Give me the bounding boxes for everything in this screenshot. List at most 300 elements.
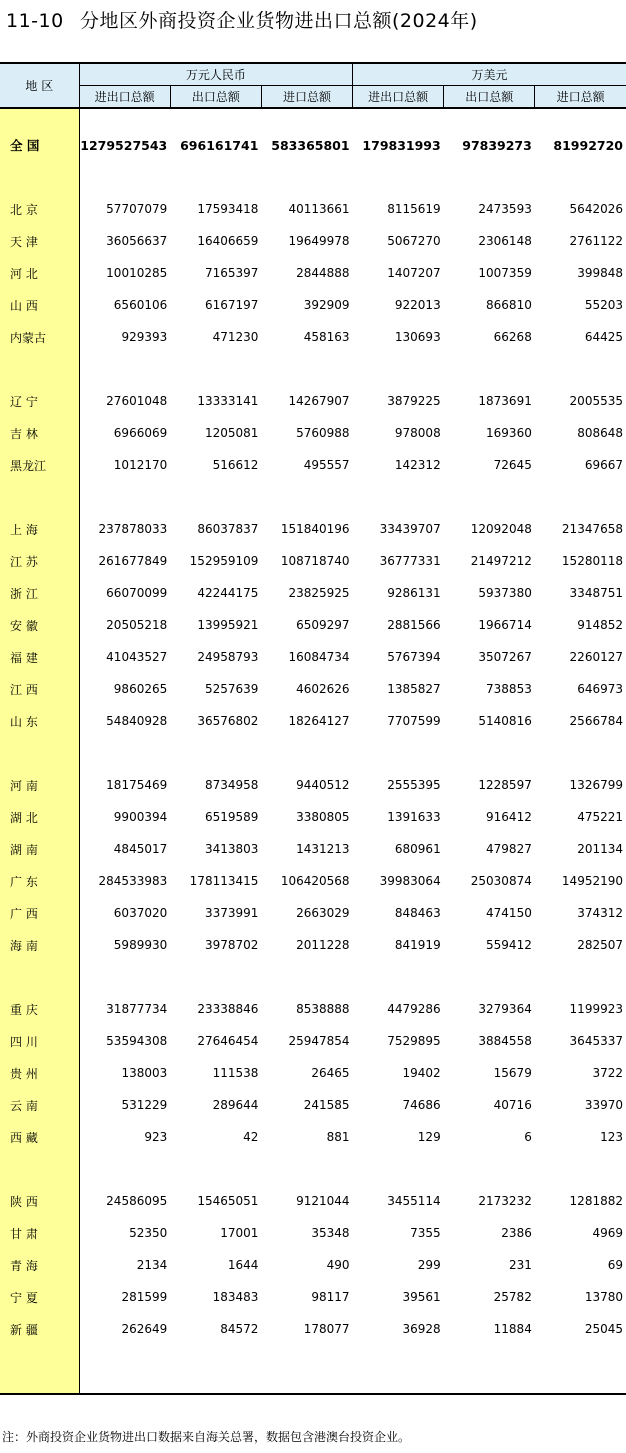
region-name: 黑龙江 — [0, 449, 79, 481]
value-cell: 40716 — [493, 1098, 532, 1112]
value-cell: 13333141 — [197, 394, 259, 408]
table-row — [0, 1057, 626, 1089]
value-cell: 40113661 — [288, 202, 350, 216]
value-cell — [535, 961, 626, 993]
value-cell: 151840196 — [280, 522, 350, 536]
value-cell: 6560106 — [113, 298, 168, 312]
value-cell — [170, 1153, 261, 1185]
value-cell: 392909 — [303, 298, 350, 312]
value-cell: 1012170 — [113, 458, 168, 472]
value-cell — [535, 481, 626, 513]
value-cell: 6 — [524, 1130, 532, 1144]
value-cell: 25030874 — [470, 874, 532, 888]
region-name: 上 海 — [0, 513, 79, 545]
spacer-row — [0, 108, 626, 121]
value-cell: 3413803 — [204, 842, 259, 856]
value-cell: 2306148 — [478, 234, 532, 248]
value-cell: 1644 — [227, 1258, 259, 1272]
col-header: 进出口总额 — [353, 86, 444, 109]
col-header: 进口总额 — [535, 86, 626, 109]
value-cell: 583365801 — [271, 137, 350, 153]
region-name: 贵 州 — [0, 1057, 79, 1089]
value-cell: 11884 — [493, 1322, 532, 1336]
value-cell — [79, 737, 170, 769]
value-cell — [535, 737, 626, 769]
region-name: 新 疆 — [0, 1313, 79, 1345]
value-cell — [170, 353, 261, 385]
value-cell: 179831993 — [362, 137, 441, 153]
value-cell: 262649 — [121, 1322, 168, 1336]
usd-group-header: 万美元 — [353, 63, 626, 86]
value-cell: 21497212 — [470, 554, 532, 568]
value-cell: 19649978 — [288, 234, 350, 248]
value-cell — [170, 121, 261, 129]
value-cell: 16084734 — [288, 650, 350, 664]
value-cell: 20505218 — [106, 618, 168, 632]
value-cell: 914852 — [577, 618, 623, 632]
value-cell: 69667 — [584, 458, 623, 472]
value-cell: 808648 — [577, 426, 623, 440]
value-cell — [444, 961, 535, 993]
table-row — [0, 385, 626, 417]
value-cell: 130693 — [394, 330, 441, 344]
value-cell: 6037020 — [113, 906, 168, 920]
value-cell: 299 — [417, 1258, 441, 1272]
region-name: 西 藏 — [0, 1121, 79, 1153]
value-cell — [79, 161, 170, 193]
value-cell: 2173232 — [478, 1194, 532, 1208]
value-cell: 15679 — [493, 1066, 532, 1080]
value-cell: 284533983 — [98, 874, 168, 888]
value-cell: 106420568 — [280, 874, 350, 888]
value-cell: 33439707 — [379, 522, 441, 536]
col-header: 进出口总额 — [79, 86, 170, 109]
value-cell: 9860265 — [113, 682, 168, 696]
table-row — [0, 705, 626, 737]
value-cell: 7355 — [410, 1226, 441, 1240]
value-cell: 3879225 — [387, 394, 441, 408]
value-cell: 19402 — [402, 1066, 441, 1080]
region-cell — [0, 481, 79, 513]
value-cell: 1873691 — [478, 394, 532, 408]
region-name: 重 庆 — [0, 993, 79, 1025]
region-name: 浙 江 — [0, 577, 79, 609]
value-cell: 559412 — [486, 938, 532, 952]
value-cell — [444, 737, 535, 769]
region-name: 福 建 — [0, 641, 79, 673]
value-cell: 7165397 — [204, 266, 259, 280]
value-cell: 36777331 — [379, 554, 441, 568]
table-row — [0, 1185, 626, 1217]
region-name: 北 京 — [0, 193, 79, 225]
value-cell: 1391633 — [387, 810, 441, 824]
value-cell: 2555395 — [387, 778, 441, 792]
data-table-container — [0, 62, 626, 1395]
value-cell: 2005535 — [569, 394, 623, 408]
region-name: 江 苏 — [0, 545, 79, 577]
region-name: 安 徽 — [0, 609, 79, 641]
value-cell — [261, 1153, 352, 1185]
value-cell: 458163 — [303, 330, 350, 344]
value-cell — [535, 1153, 626, 1185]
col-header: 出口总额 — [444, 86, 535, 109]
value-cell: 479827 — [486, 842, 532, 856]
value-cell — [261, 108, 352, 121]
value-cell: 23825925 — [288, 586, 350, 600]
value-cell: 5937380 — [478, 586, 532, 600]
table-row — [0, 1313, 626, 1345]
value-cell — [79, 108, 170, 121]
value-cell — [79, 353, 170, 385]
region-cell — [0, 737, 79, 769]
value-cell: 15280118 — [561, 554, 623, 568]
table-body — [0, 108, 626, 1394]
col-header: 进口总额 — [261, 86, 352, 109]
value-cell: 27601048 — [106, 394, 168, 408]
value-cell: 66070099 — [106, 586, 168, 600]
value-cell: 74686 — [402, 1098, 441, 1112]
value-cell: 3645337 — [569, 1034, 623, 1048]
value-cell: 6966069 — [113, 426, 168, 440]
value-cell: 123 — [600, 1130, 623, 1144]
region-name: 吉 林 — [0, 417, 79, 449]
value-cell: 841919 — [394, 938, 441, 952]
value-cell: 471230 — [212, 330, 259, 344]
value-cell: 97839273 — [462, 137, 532, 153]
value-cell: 42 — [243, 1130, 259, 1144]
value-cell: 281599 — [121, 1290, 168, 1304]
value-cell: 17593418 — [197, 202, 259, 216]
value-cell: 5760988 — [296, 426, 350, 440]
value-cell: 53594308 — [106, 1034, 168, 1048]
value-cell: 25045 — [584, 1322, 623, 1336]
value-cell: 178113415 — [189, 874, 259, 888]
region-cell — [0, 121, 79, 129]
region-name: 山 东 — [0, 705, 79, 737]
region-cell — [0, 108, 79, 121]
region-name: 宁 夏 — [0, 1281, 79, 1313]
value-cell: 5642026 — [569, 202, 623, 216]
table-row — [0, 289, 626, 321]
value-cell: 36576802 — [197, 714, 259, 728]
table-row — [0, 897, 626, 929]
value-cell: 848463 — [394, 906, 441, 920]
rmb-group-header: 万元人民币 — [79, 63, 352, 86]
table-row — [0, 1121, 626, 1153]
region-name: 陕 西 — [0, 1185, 79, 1217]
table-row — [0, 833, 626, 865]
value-cell: 81992720 — [553, 137, 623, 153]
value-cell: 374312 — [577, 906, 623, 920]
region-name: 甘 肃 — [0, 1217, 79, 1249]
value-cell — [353, 161, 444, 193]
value-cell — [170, 108, 261, 121]
value-cell: 69 — [607, 1258, 623, 1272]
value-cell: 646973 — [577, 682, 623, 696]
value-cell: 3884558 — [478, 1034, 532, 1048]
value-cell — [261, 161, 352, 193]
region-cell — [0, 961, 79, 993]
value-cell: 178077 — [303, 1322, 350, 1336]
value-cell — [79, 121, 170, 129]
value-cell: 138003 — [121, 1066, 168, 1080]
table-row — [0, 449, 626, 481]
value-cell: 42244175 — [197, 586, 259, 600]
value-cell: 3348751 — [569, 586, 623, 600]
value-cell: 21347658 — [561, 522, 623, 536]
value-cell: 111538 — [212, 1066, 259, 1080]
value-cell: 41043527 — [106, 650, 168, 664]
value-cell — [535, 121, 626, 129]
value-cell: 14952190 — [561, 874, 623, 888]
region-name: 全 国 — [0, 129, 79, 161]
value-cell: 399848 — [577, 266, 623, 280]
value-cell: 2134 — [136, 1258, 168, 1272]
table-row — [0, 1025, 626, 1057]
region-cell — [0, 1153, 79, 1185]
value-cell: 57707079 — [106, 202, 168, 216]
value-cell: 1205081 — [204, 426, 259, 440]
region-name: 湖 南 — [0, 833, 79, 865]
value-cell: 8538888 — [296, 1002, 350, 1016]
value-cell: 474150 — [486, 906, 532, 920]
table-row — [0, 225, 626, 257]
national-total-row — [0, 129, 626, 161]
value-cell: 9121044 — [296, 1194, 350, 1208]
value-cell: 2881566 — [387, 618, 441, 632]
region-name: 山 西 — [0, 289, 79, 321]
value-cell — [444, 1153, 535, 1185]
value-cell: 66268 — [493, 330, 532, 344]
value-cell: 241585 — [303, 1098, 350, 1112]
value-cell: 129 — [417, 1130, 441, 1144]
value-cell: 1407207 — [387, 266, 441, 280]
spacer-row — [0, 121, 626, 129]
value-cell: 16406659 — [197, 234, 259, 248]
value-cell: 1385827 — [387, 682, 441, 696]
value-cell: 15465051 — [197, 1194, 259, 1208]
value-cell — [261, 1345, 352, 1394]
value-cell: 866810 — [486, 298, 532, 312]
value-cell: 36928 — [402, 1322, 441, 1336]
value-cell: 1326799 — [569, 778, 623, 792]
value-cell: 231 — [508, 1258, 532, 1272]
value-cell: 84572 — [220, 1322, 259, 1336]
value-cell — [261, 353, 352, 385]
value-cell: 33970 — [584, 1098, 623, 1112]
table-row — [0, 321, 626, 353]
region-header: 地 区 — [0, 63, 79, 108]
table-row — [0, 513, 626, 545]
value-cell: 25782 — [493, 1290, 532, 1304]
value-cell: 25947854 — [288, 1034, 350, 1048]
table-row — [0, 801, 626, 833]
value-cell: 3380805 — [296, 810, 350, 824]
value-cell: 5067270 — [387, 234, 441, 248]
value-cell: 5140816 — [478, 714, 532, 728]
table-row — [0, 545, 626, 577]
region-cell — [0, 353, 79, 385]
table-row — [0, 609, 626, 641]
value-cell: 10010285 — [106, 266, 168, 280]
value-cell — [79, 1153, 170, 1185]
region-name: 江 西 — [0, 673, 79, 705]
table-row — [0, 1089, 626, 1121]
value-cell: 4479286 — [387, 1002, 441, 1016]
value-cell: 475221 — [577, 810, 623, 824]
value-cell — [444, 161, 535, 193]
value-cell: 13780 — [584, 1290, 623, 1304]
table-row — [0, 993, 626, 1025]
region-name: 广 西 — [0, 897, 79, 929]
value-cell — [444, 353, 535, 385]
value-cell — [353, 961, 444, 993]
value-cell: 978008 — [394, 426, 441, 440]
value-cell: 9286131 — [387, 586, 441, 600]
value-cell — [261, 121, 352, 129]
region-name: 天 津 — [0, 225, 79, 257]
table-row — [0, 1249, 626, 1281]
value-cell: 1966714 — [478, 618, 532, 632]
table-row — [0, 865, 626, 897]
value-cell — [353, 1153, 444, 1185]
value-cell: 3279364 — [478, 1002, 532, 1016]
region-name: 四 川 — [0, 1025, 79, 1057]
page-title — [6, 6, 478, 33]
value-cell: 26465 — [311, 1066, 350, 1080]
value-cell — [444, 108, 535, 121]
value-cell — [170, 161, 261, 193]
value-cell: 169360 — [486, 426, 532, 440]
value-cell — [261, 481, 352, 513]
value-cell — [444, 1345, 535, 1394]
table-row — [0, 769, 626, 801]
value-cell: 923 — [144, 1130, 168, 1144]
value-cell — [535, 108, 626, 121]
value-cell: 152959109 — [189, 554, 259, 568]
table-row — [0, 577, 626, 609]
value-cell: 72645 — [493, 458, 532, 472]
value-cell: 1281882 — [569, 1194, 623, 1208]
region-cell — [0, 161, 79, 193]
value-cell: 36056637 — [106, 234, 168, 248]
table-title: 分地区外商投资企业货物进出口总额(2024年) — [80, 10, 478, 32]
value-cell: 282507 — [577, 938, 623, 952]
value-cell: 6519589 — [204, 810, 259, 824]
value-cell: 3373991 — [204, 906, 259, 920]
spacer-row — [0, 1153, 626, 1185]
value-cell: 39561 — [402, 1290, 441, 1304]
region-name: 海 南 — [0, 929, 79, 961]
value-cell — [353, 481, 444, 513]
value-cell: 738853 — [486, 682, 532, 696]
value-cell: 108718740 — [280, 554, 350, 568]
footnote: 注：外商投资企业货物进出口数据来自海关总署，数据包含港澳台投资企业。 — [2, 1430, 411, 1444]
value-cell: 261677849 — [98, 554, 168, 568]
table-row — [0, 1281, 626, 1313]
region-name: 湖 北 — [0, 801, 79, 833]
value-cell — [353, 737, 444, 769]
value-cell: 2663029 — [296, 906, 350, 920]
value-cell — [353, 121, 444, 129]
value-cell: 1431213 — [296, 842, 350, 856]
value-cell: 13995921 — [197, 618, 259, 632]
value-cell — [444, 481, 535, 513]
value-cell: 17001 — [220, 1226, 259, 1240]
value-cell: 201134 — [577, 842, 623, 856]
value-cell: 142312 — [394, 458, 441, 472]
value-cell: 24586095 — [106, 1194, 168, 1208]
table-row — [0, 673, 626, 705]
value-cell: 6167197 — [204, 298, 259, 312]
table-row — [0, 929, 626, 961]
region-name: 青 海 — [0, 1249, 79, 1281]
value-cell — [353, 108, 444, 121]
value-cell: 2260127 — [569, 650, 623, 664]
region-name: 河 北 — [0, 257, 79, 289]
value-cell: 3722 — [592, 1066, 623, 1080]
spacer-row — [0, 481, 626, 513]
value-cell: 9440512 — [296, 778, 350, 792]
value-cell — [353, 353, 444, 385]
value-cell: 52350 — [129, 1226, 168, 1240]
value-cell — [170, 481, 261, 513]
region-name: 辽 宁 — [0, 385, 79, 417]
value-cell: 2761122 — [569, 234, 623, 248]
value-cell: 7707599 — [387, 714, 441, 728]
value-cell — [79, 481, 170, 513]
value-cell: 929393 — [121, 330, 168, 344]
value-cell: 3507267 — [478, 650, 532, 664]
value-cell: 6509297 — [296, 618, 350, 632]
value-cell: 5257639 — [204, 682, 259, 696]
value-cell: 8734958 — [204, 778, 259, 792]
value-cell — [170, 961, 261, 993]
value-cell — [261, 961, 352, 993]
value-cell: 495557 — [303, 458, 350, 472]
value-cell: 18175469 — [106, 778, 168, 792]
data-table — [0, 62, 626, 1395]
region-name: 广 东 — [0, 865, 79, 897]
table-row — [0, 417, 626, 449]
value-cell: 289644 — [212, 1098, 259, 1112]
value-cell: 23338846 — [197, 1002, 259, 1016]
value-cell: 680961 — [394, 842, 441, 856]
value-cell: 35348 — [311, 1226, 350, 1240]
value-cell: 98117 — [311, 1290, 350, 1304]
value-cell: 7529895 — [387, 1034, 441, 1048]
value-cell — [261, 737, 352, 769]
value-cell: 39983064 — [379, 874, 441, 888]
value-cell: 881 — [326, 1130, 350, 1144]
value-cell: 2473593 — [478, 202, 532, 216]
value-cell: 64425 — [584, 330, 623, 344]
value-cell: 54840928 — [106, 714, 168, 728]
value-cell — [535, 353, 626, 385]
value-cell: 4602626 — [296, 682, 350, 696]
value-cell: 8115619 — [387, 202, 441, 216]
value-cell: 3978702 — [204, 938, 259, 952]
value-cell — [353, 1345, 444, 1394]
value-cell: 24958793 — [197, 650, 259, 664]
spacer-row — [0, 1345, 626, 1394]
value-cell: 1199923 — [569, 1002, 623, 1016]
value-cell — [79, 1345, 170, 1394]
value-cell: 2566784 — [569, 714, 623, 728]
value-cell: 14267907 — [288, 394, 350, 408]
value-cell: 4845017 — [113, 842, 168, 856]
value-cell: 2844888 — [296, 266, 350, 280]
